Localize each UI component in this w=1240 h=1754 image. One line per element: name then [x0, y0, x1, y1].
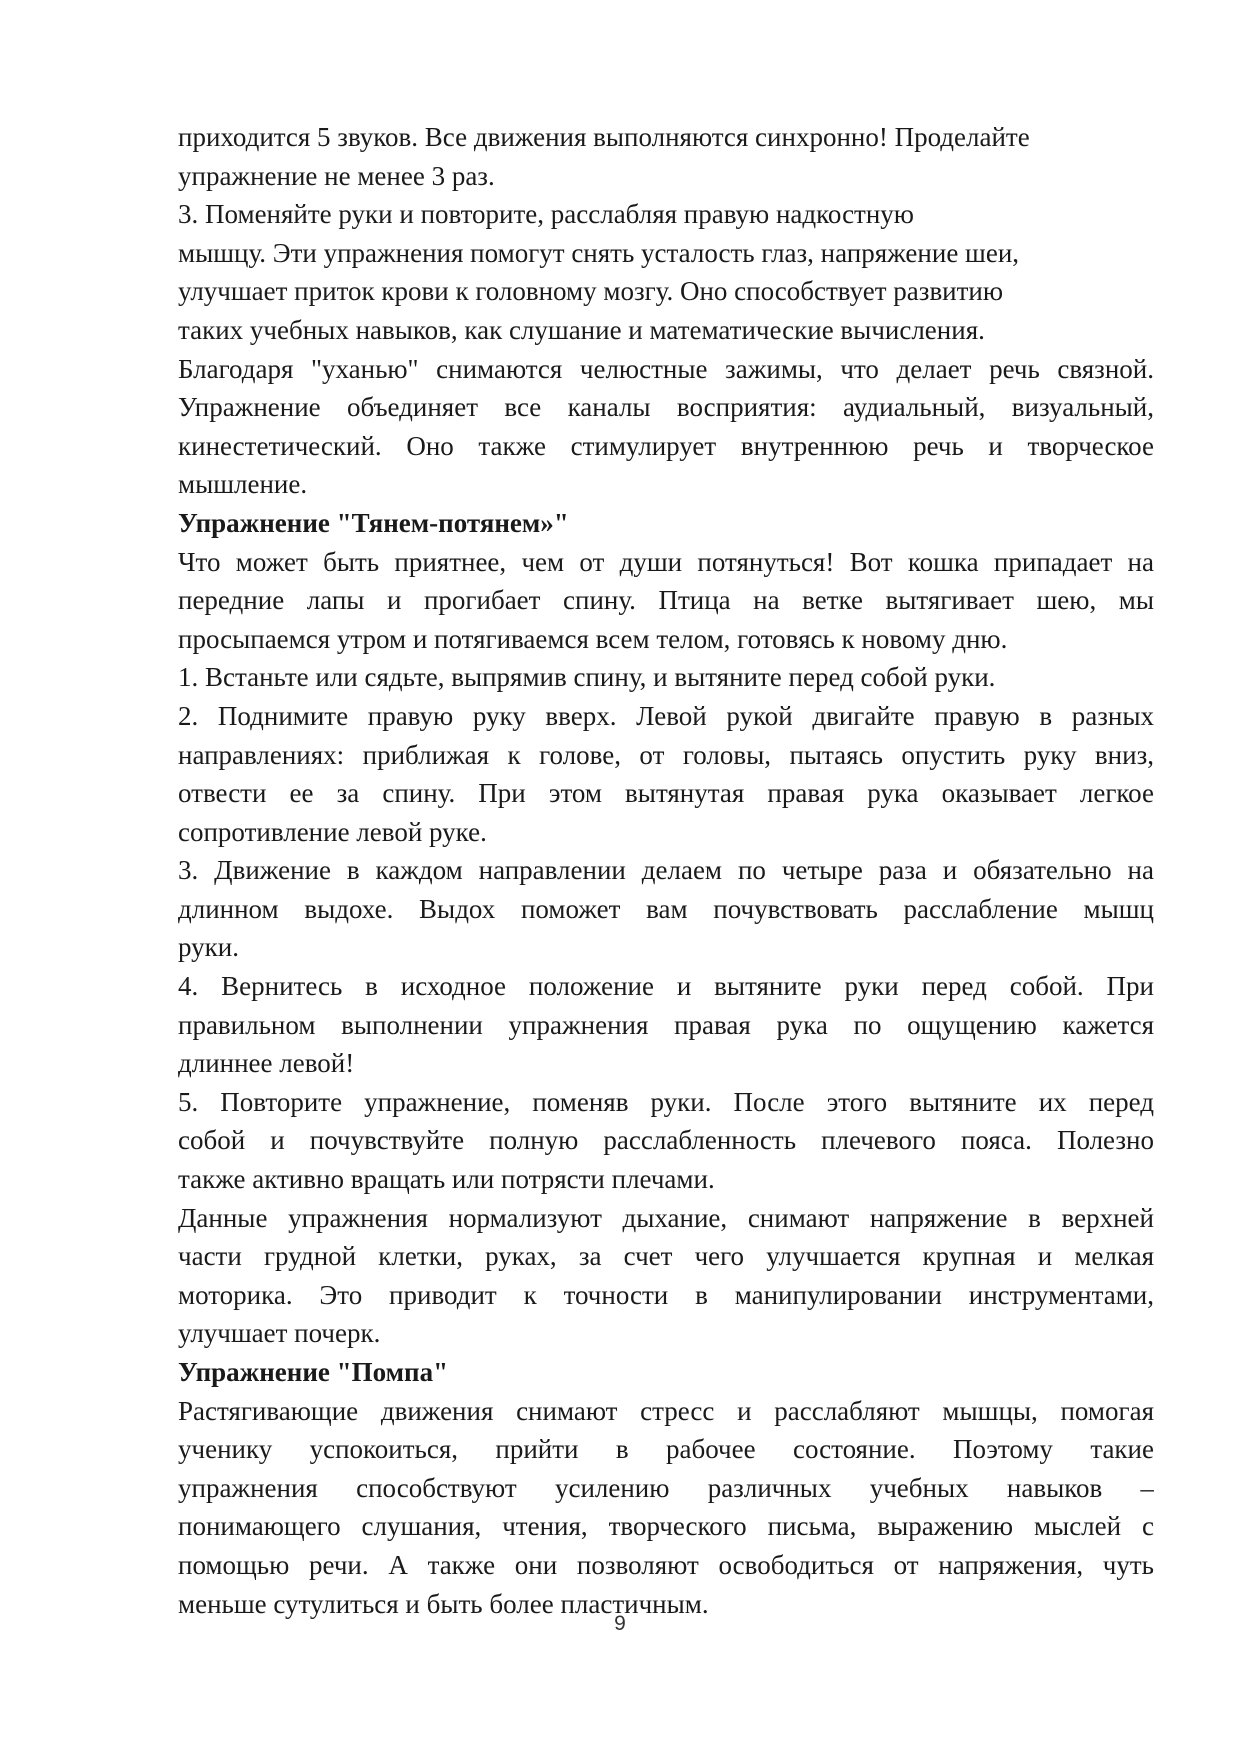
text-line: отвести ее за спину. При этом вытянутая правая рука оказывает легкое — [178, 778, 1154, 809]
text-line: моторика. Это приводит к точности в манипулировании инструментами, — [178, 1279, 1154, 1310]
text-line: Упражнение объединяет все каналы восприятия: аудиальный, визуальный, — [178, 392, 1154, 423]
text-line: упражнения способствуют усилению различных учебных навыков – — [178, 1472, 1154, 1503]
text-line: 4. Вернитесь в исходное положение и вытяните руки перед собой. При — [178, 971, 1154, 1002]
text-line: длинном выдохе. Выдох поможет вам почувствовать расслабление мышц — [178, 893, 1154, 924]
section-heading: Упражнение "Помпа" — [178, 1357, 449, 1387]
text-line: передние лапы и прогибает спину. Птица на ветке вытягивает шею, мы — [178, 585, 1154, 616]
text-line: также активно вращать или потрясти плечами. — [178, 1164, 715, 1195]
text-line: Благодаря "уханью" снимаются челюстные зажимы, что делает речь связной. — [178, 353, 1154, 384]
text-line: улучшает приток крови к головному мозгу. Оно способствует развитию — [178, 276, 1004, 307]
text-line: 5. Повторите упражнение, поменяв руки. После этого вытяните их перед — [178, 1086, 1154, 1117]
text-line: упражнение не менее 3 раз. — [178, 160, 495, 191]
text-line: части грудной клетки, руках, за счет чего улучшается крупная и мелкая — [178, 1241, 1154, 1272]
section-heading: Упражнение "Тянем-потянем»" — [178, 507, 569, 538]
text-line: 1. Встаньте или сядьте, выпрямив спину, и вытяните перед собой руки. — [178, 662, 996, 693]
text-line: 3. Движение в каждом направлении делаем по четыре раза и обязательно на — [178, 855, 1154, 886]
text-line: 2. Поднимите правую руку вверх. Левой рукой двигайте правую в разных — [178, 700, 1154, 731]
text-line: приходится 5 звуков. Все движения выполняются синхронно! Проделайте — [178, 122, 1030, 152]
text-line: сопротивление левой руке. — [178, 816, 487, 847]
text-line: понимающего слушания, чтения, творческого письма, выражению мыслей с — [178, 1511, 1154, 1542]
text-line: Растягивающие движения снимают стресс и расслабляют мышцы, помогая — [178, 1395, 1154, 1426]
text-line: руки. — [178, 932, 239, 963]
text-line: просыпаемся утром и потягиваемся всем телом, готовясь к новому дню. — [178, 623, 1008, 654]
text-line: Что может быть приятнее, чем от души потянуться! Вот кошка припадает на — [178, 546, 1154, 577]
document-body — [178, 118, 1154, 1623]
text-line: собой и почувствуйте полную расслабленность плечевого пояса. Полезно — [178, 1125, 1154, 1156]
text-line: Данные упражнения нормализуют дыхание, снимают напряжение в верхней — [178, 1202, 1154, 1233]
text-line: мышление. — [178, 469, 308, 500]
text-line: улучшает почерк. — [178, 1318, 381, 1349]
text-line: меньше сутулиться и быть более пластичным. — [178, 1588, 709, 1619]
text-line: помощью речи. А также они позволяют освободиться от напряжения, чуть — [178, 1549, 1154, 1580]
text-line: ученику успокоиться, прийти в рабочее состояние. Поэтому такие — [178, 1434, 1154, 1465]
text-line: правильном выполнении упражнения правая рука по ощущению кажется — [178, 1009, 1154, 1040]
text-line: длиннее левой! — [178, 1048, 355, 1079]
text-line: мышцу. Эти упражнения помогут снять усталость глаз, напряжение шеи, — [178, 237, 1020, 268]
page-number: 9 — [614, 1612, 626, 1635]
text-line: кинестетический. Оно также стимулирует внутреннюю речь и творческое — [178, 430, 1154, 461]
text-line: 3. Поменяйте руки и повторите, расслабляя правую надкостную — [178, 199, 914, 230]
text-line: направлениях: приближая к голове, от головы, пытаясь опустить руку вниз, — [178, 739, 1154, 770]
text-line: таких учебных навыков, как слушание и математические вычисления. — [178, 314, 985, 345]
